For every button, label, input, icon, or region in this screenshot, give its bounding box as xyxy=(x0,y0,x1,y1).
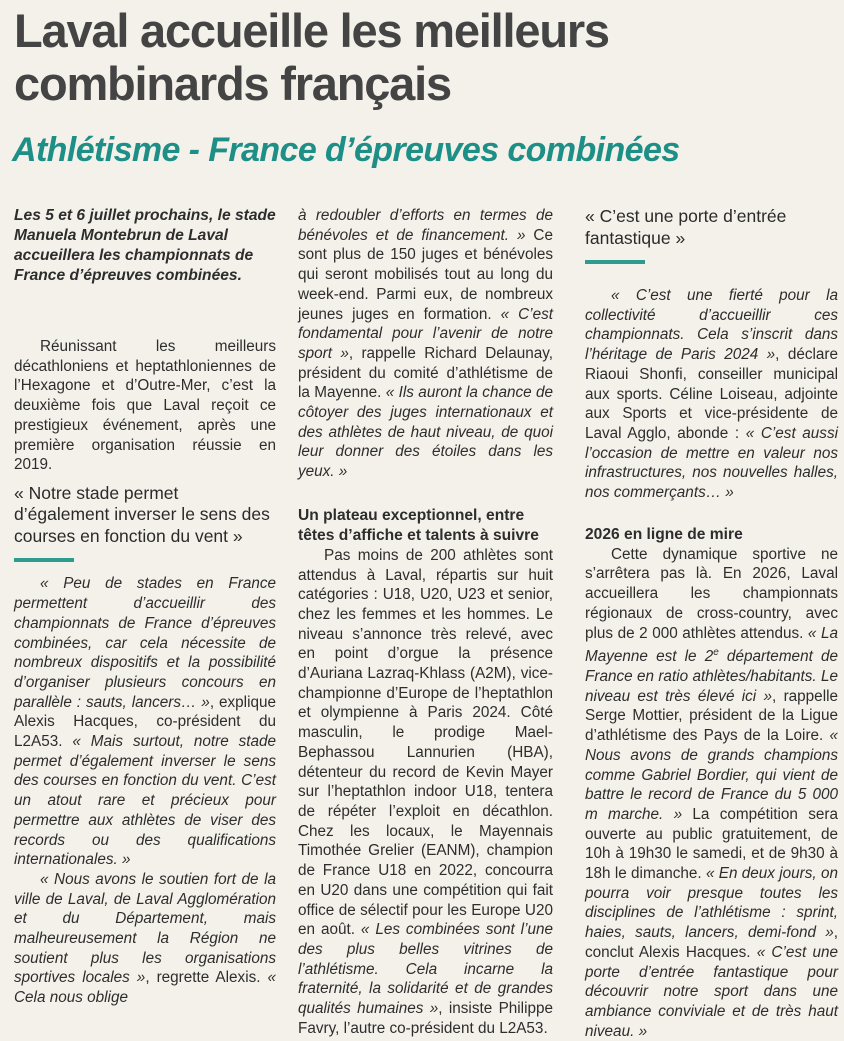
accent-rule xyxy=(14,558,74,562)
paragraph: Pas moins de 200 athlètes sont attendus à Laval, répartis sur huit catégories : U18, U20, U23 et senior, chez les femmes et les hommes. Le niveau s’annonce très relevé, avec en point d’orgue la présence d’Auriana Lazraq-Khlass (A2M), vice-championne d’Europe de l’heptathlon et olympienne à Paris 2024. Côté masculin, le prodige Mael-Bephassou Lannurien (HBA), détenteur du record de Kevin Mayer sur l’heptathlon indoor U18, tentera de répéter l’exploit en décathlon. Chez les locaux, le Mayennais Timothée Grelier (EANM), champion de France U18 en 2022, concourra en U20 dans une compétition qui fait office de sélectif pour les Europe U20 en août. « Les combinées sont l’une des plus belles vitrines de l’athlétisme. Cela incarne la fraternité, la solidarité et de grandes qualités humaines », insiste Philippe Favry, l’autre co-président du L2A53. xyxy=(298,546,553,1037)
column-1 xyxy=(14,206,276,1008)
section-subtitle: Athlétisme - France d’épreuves combinées xyxy=(12,131,680,169)
pull-quote: « Notre stade permet d’également inverser le sens des courses en fonction du vent » xyxy=(14,482,270,546)
section-subheading: 2026 en ligne de mire xyxy=(585,525,743,543)
paragraph: « C’est une fierté pour la collectivité d’accueillir ces championnats. Cela s’inscrit dans l’héritage de Paris 2024 », déclare Riaoui Shonfi, conseiller municipal aux sports. Céline Loiseau, adjointe aux Sports et vice-présidente de Laval Agglo, abonde : « C’est aussi l’occasion de mettre en valeur nos infrastructures, nos nouvelles halles, nos commerçants… » xyxy=(585,287,838,502)
paragraph: Cette dynamique sportive ne s’arrêtera pas là. En 2026, Laval accueillera les championnats régionaux de cross-country, avec plus de 2 000 athlètes attendus. « La Mayenne est le 2e département de France en ratio athlètes/habitants. Le niveau est très élevé ici », rappelle Serge Mottier, président de la Ligue d’athlétisme des Pays de la Loire. « Nous avons de grands champions comme Gabriel Bordier, qui vient de battre le record de France du 5 000 m marche. » La compétition sera ouverte au public gratuitement, de 10h à 19h30 le samedi, et de 9h30 à 18h le dimanche. « En deux jours, on pourra voir presque toutes les disciplines de l’athlétisme : sprint, haies, sauts, lancers, demi-fond », conclut Alexis Hacques. « C’est une porte d’entrée fantastique pour découvrir notre sport dans une ambiance conviviale et de très haut niveau. » xyxy=(585,545,838,1040)
paragraph: « Nous avons le soutien fort de la ville de Laval, de Laval Agglomération et du Département, mais malheureusement la Région ne soutient plus les organisations sportives locales », regrette Alexis. « Cela nous oblige xyxy=(14,870,277,1007)
column-3 xyxy=(585,206,838,1041)
column-2 xyxy=(298,206,553,1038)
section-subheading: Un plateau exceptionnel, entre têtes d’affiche et talents à suivre xyxy=(298,506,539,544)
pull-quote: « C’est une porte d’entrée fantastique » xyxy=(585,206,787,248)
article-intro: Les 5 et 6 juillet prochains, le stade Manuela Montebrun de Laval accueillera les championnats de France d’épreuves combinées. xyxy=(14,207,276,284)
paragraph: Réunissant les meilleurs décathloniens et heptathloniennes de l’Hexagone et d’Outre-Mer, c’est la deuxième fois que Laval reçoit ce prestigieux événement, après une première organisation réussie en 2019. xyxy=(14,338,276,474)
headline: Laval accueille les meilleurs combinards français xyxy=(14,4,609,110)
accent-rule xyxy=(585,260,645,264)
paragraph: « Peu de stades en France permettent d’accueillir des championnats de France d’épreuves combinées, car cela nécessite de nombreux dispositifs et la possibilité d’organiser plusieurs concours en parallèle : sauts, lancers… », explique Alexis Hacques, co-président du L2A53. « Mais surtout, notre stade permet d’également inverser le sens des courses en fonction du vent. C’est un atout rare et précieux pour permettre aux athlètes de viser des records ou des qualifications internationales. » xyxy=(14,575,277,869)
paragraph: à redoubler d’efforts en termes de bénévoles et de financement. » Ce sont plus de 150 juges et bénévoles qui seront mobilisés tout au long du week-end. Parmi eux, de nombreux jeunes juges en formation. « C’est fondamental pour l’avenir de notre sport », rappelle Richard Delaunay, président du comité d’athlétisme de la Mayenne. « Ils auront la chance de côtoyer des juges internationaux et des athlètes de haut niveau, de quoi leur donner des étoiles dans les yeux. » xyxy=(298,207,554,481)
